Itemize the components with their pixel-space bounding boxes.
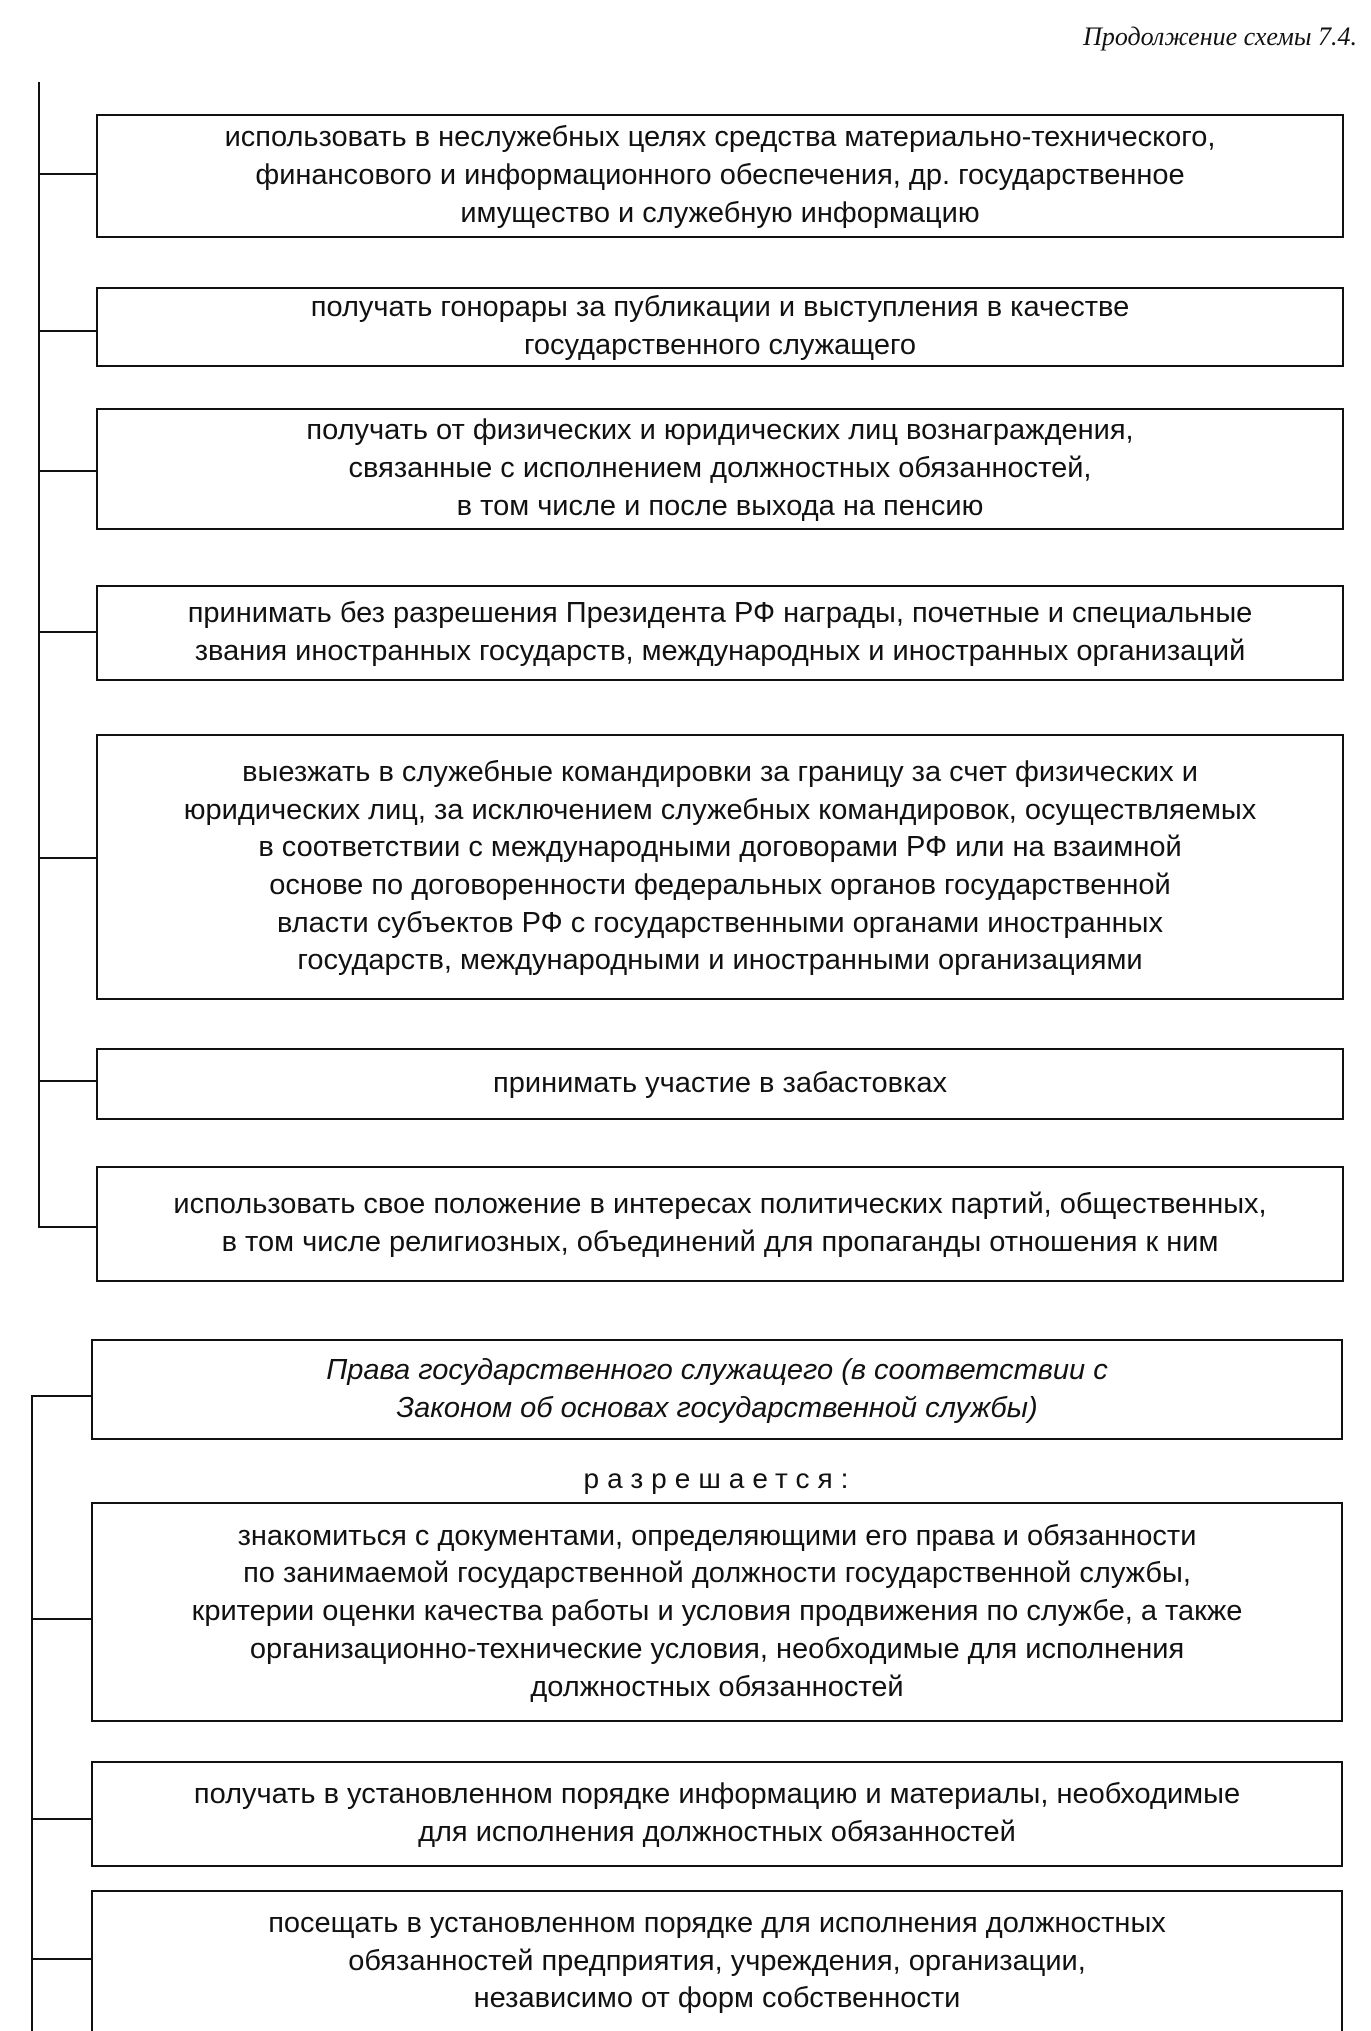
prohibited-item-6: [96, 1048, 1344, 1120]
rights-header-text: Права государственного служащего (в соответствии с Законом об основах государственной службы): [326, 1353, 1108, 1424]
allowed-item-1: [91, 1502, 1343, 1722]
prohibited-item-4: [96, 585, 1344, 681]
prohibited-item-2: [96, 287, 1344, 367]
branch-connector: [38, 1080, 98, 1082]
scheme-caption: Продолжение схемы 7.4.: [1083, 22, 1357, 51]
prohibited-item-6-text: принимать участие в забастовках: [493, 1067, 947, 1100]
prohibited-item-1: [96, 114, 1344, 238]
rights-header-box: [91, 1339, 1343, 1440]
allowed-item-2: [91, 1761, 1343, 1867]
allowed-item-3-text: посещать в установленном порядке для исполнения должностных обязанностей предприятия, учреждения, организации, независимо от форм собственности: [268, 1906, 1166, 2015]
branch-connector: [38, 173, 98, 175]
prohibited-item-3: [96, 408, 1344, 530]
prohibited-item-1-text: использовать в неслужебных целях средства материально-технического, финансового и информационного обеспечения, др. государственное имущество и служебную информацию: [224, 121, 1216, 229]
branch-connector: [31, 1618, 93, 1620]
branch-connector: [31, 1818, 93, 1820]
prohibited-item-3-text: получать от физических и юридических лиц вознаграждения, связанные с исполнением должностных обязанностей, в том числе и после выхода на пенсию: [306, 414, 1134, 522]
prohibited-item-7-text: использовать свое положение в интересах политических партий, общественных, в том числе религиозных, объединений для пропаганды отношения к ним: [173, 1188, 1267, 1258]
allowed-item-2-text: получать в установленном порядке информацию и материалы, необходимые для исполнения должностных обязанностей: [193, 1778, 1241, 1848]
tree-trunk-top: [38, 82, 40, 1228]
allowed-label: разрешается:: [583, 1463, 857, 1494]
allowed-item-1-text: знакомиться с документами, определяющими его права и обязанности по занимаемой государственной должности государственной службы, критерии оценки качества работы и условия продвижения по службе, а также организационно-технические условия, необходимые для исполнения должностных обязанностей: [191, 1519, 1243, 1703]
branch-connector: [38, 470, 98, 472]
prohibited-item-7: [96, 1166, 1344, 1282]
branch-connector: [38, 1226, 98, 1228]
branch-connector: [31, 1958, 93, 1960]
prohibited-item-2-text: получать гонорары за публикации и выступления в качестве государственного служащего: [310, 291, 1130, 361]
tree-trunk-bottom: [31, 1395, 33, 2031]
branch-connector: [38, 631, 98, 633]
allowed-item-3: [91, 1890, 1343, 2031]
prohibited-item-4-text: принимать без разрешения Президента РФ награды, почетные и специальные звания иностранных государств, международных и иностранных организаций: [187, 597, 1253, 667]
prohibited-item-5-text: выезжать в служебные командировки за границу за счет физических и юридических лиц, за исключением служебных командировок, осуществляемых в соответствии с международными договорами РФ или на взаимной основе по договоренности федеральных органов государственной власти субъектов РФ с государственными органами иностранных государств, международными и иностранными организациями: [183, 755, 1257, 977]
branch-connector: [38, 330, 98, 332]
branch-connector: [38, 857, 98, 859]
branch-connector: [31, 1395, 93, 1397]
prohibited-item-5: [96, 734, 1344, 1000]
